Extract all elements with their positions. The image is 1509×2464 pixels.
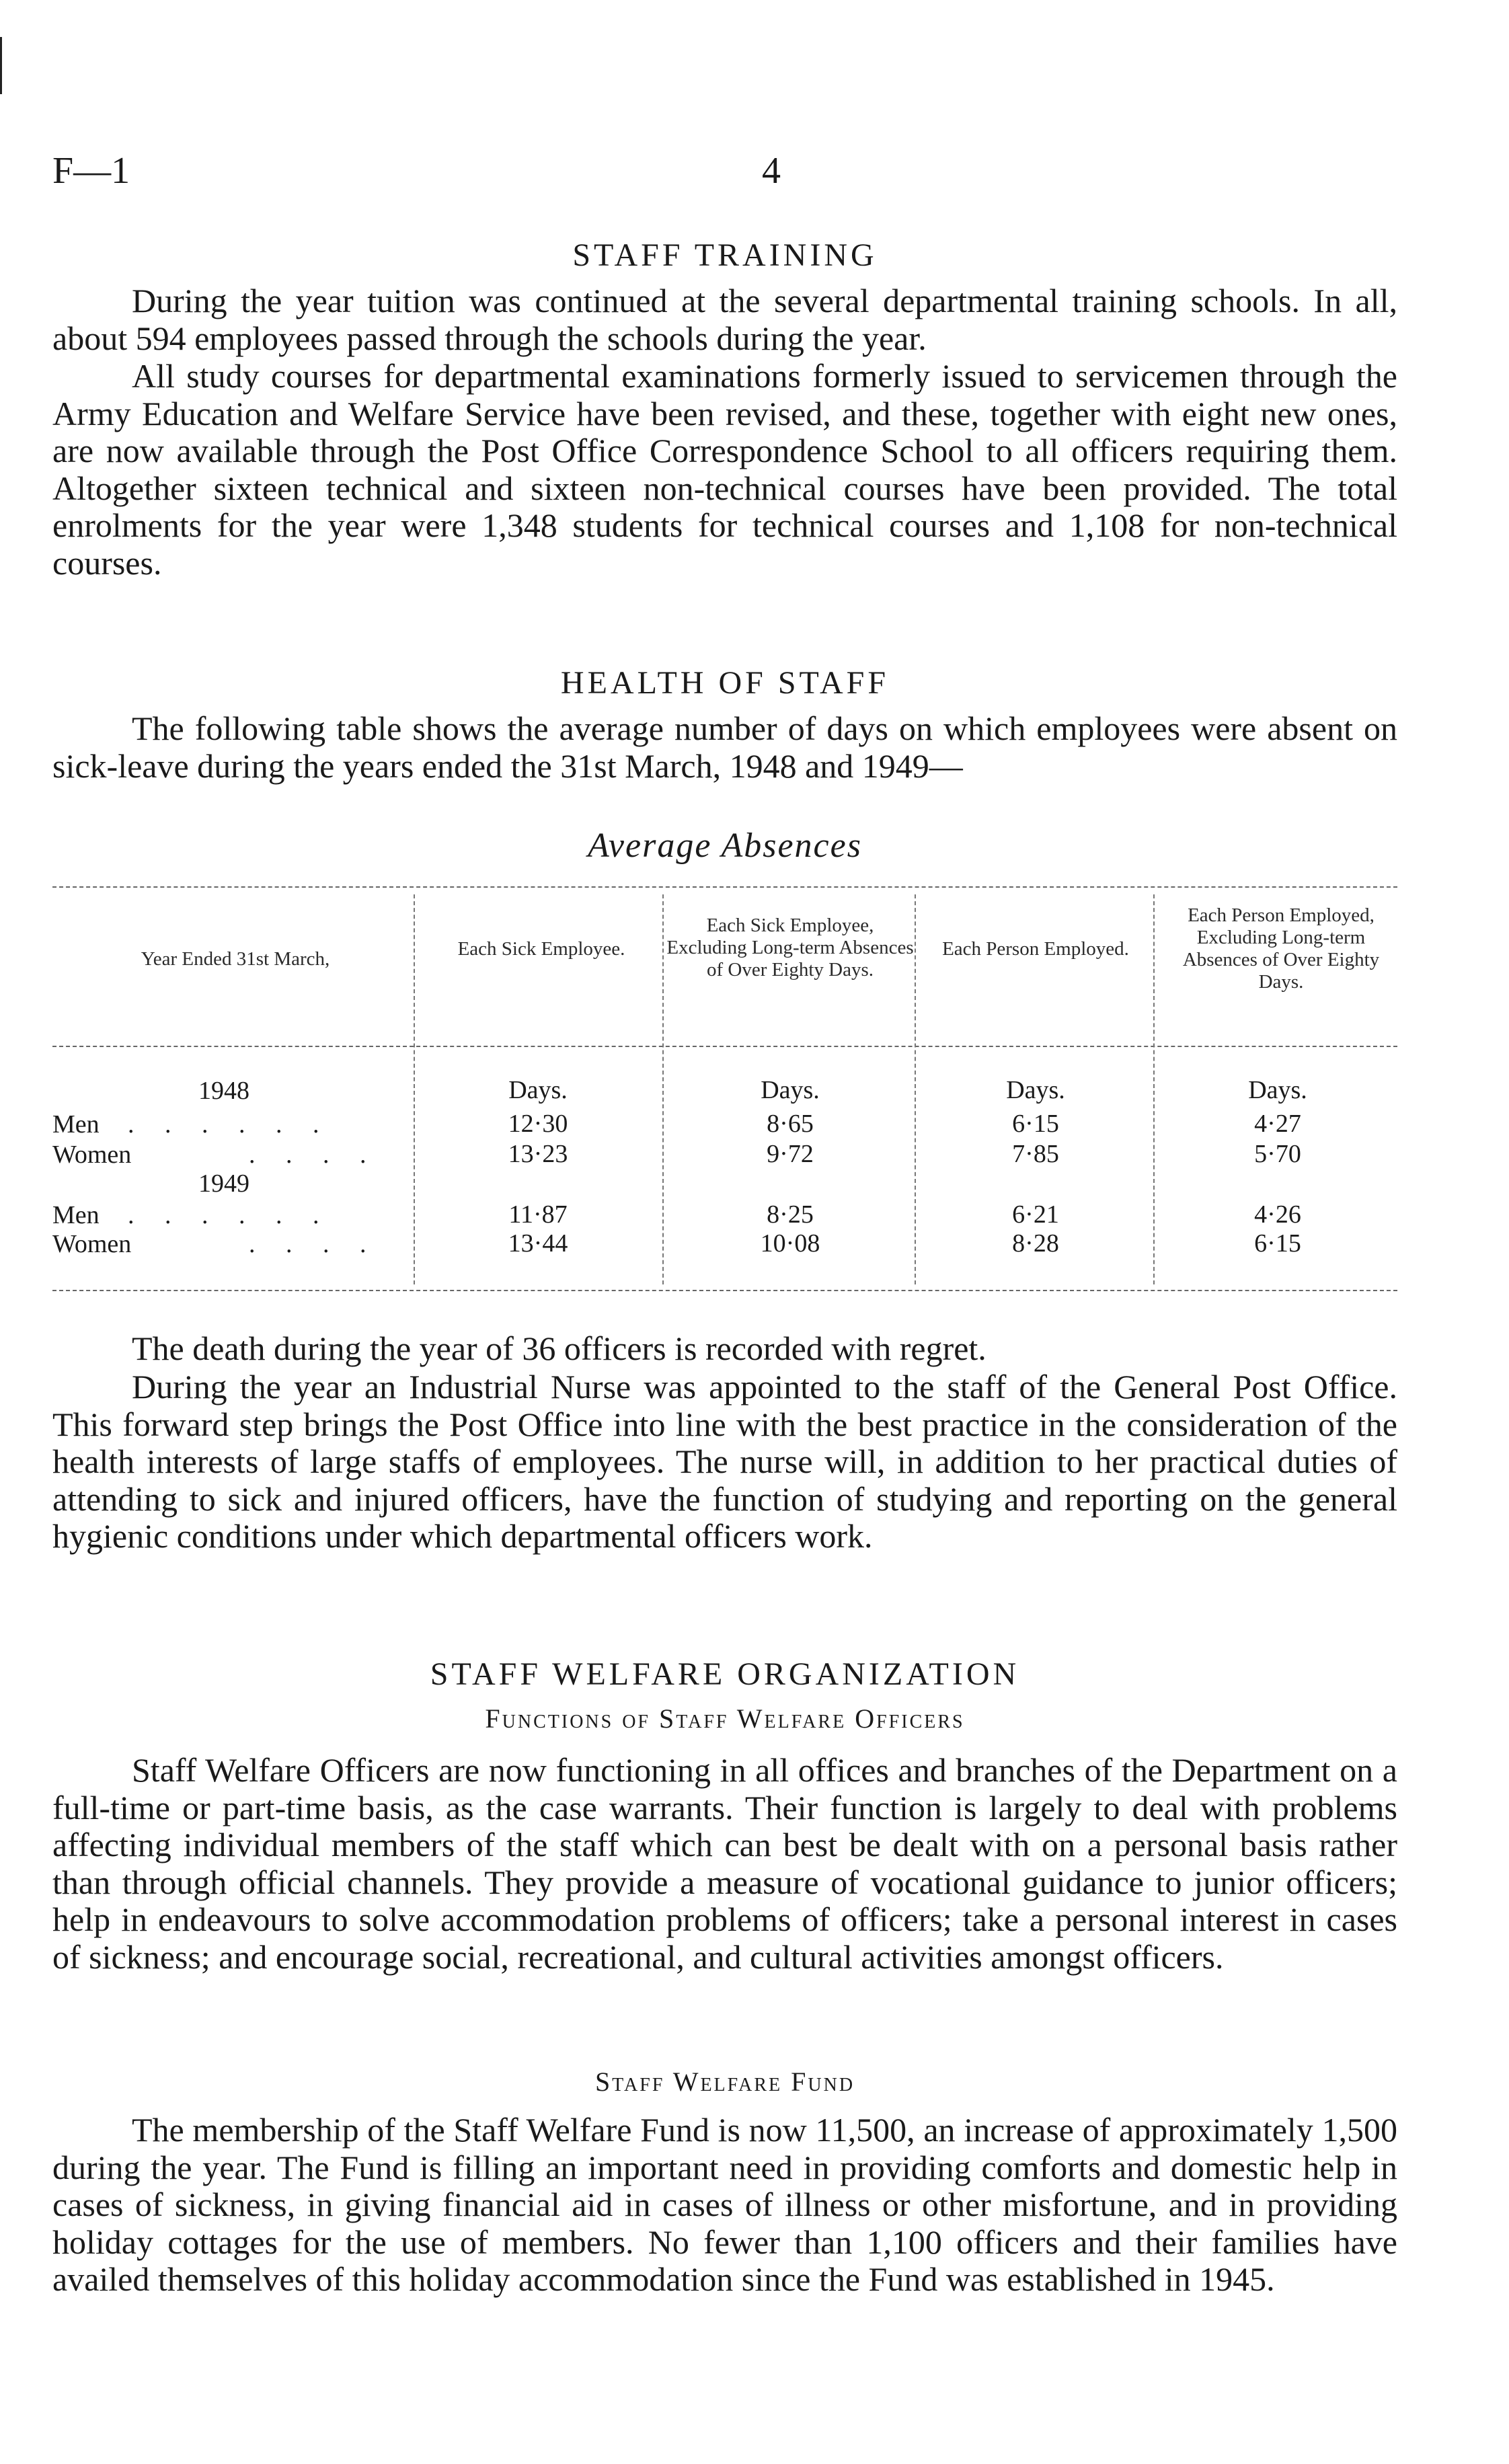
table-caption: Average Absences [588,826,862,865]
subheading-functions: Functions of Staff Welfare Officers [485,1703,965,1734]
row-label-men: Men [52,1110,100,1139]
health-paragraph-1: The death during the year of 36 officers is recorded with regret. [132,1330,986,1367]
column-header-each-person: Each Person Employed. [942,938,1129,960]
table-cell: 4·26 [1254,1200,1301,1229]
group-year-1949: 1949 [198,1169,249,1198]
leader-dots: . . . . [249,1141,379,1169]
table-cell: 5·70 [1254,1140,1301,1168]
row-label-men: Men [52,1201,100,1229]
column-divider [662,894,664,1284]
staff-training-paragraph-1: During the year tuition was continued at the several departmental training schools. In all, about 594 employees passed through the schools during the year. [52,282,1397,357]
staff-training-paragraph-2: All study courses for departmental examinations formerly issued to servicemen through the Army Education and Welfare Service have been revised, and these, together with eight new ones, are now available through the Post Office Correspondence School to all officers requiring them. Altogether sixteen technical and sixteen non-technical courses have been provided. The total enrolments for the year were 1,348 students for technical courses and 1,108 for non-technical courses. [52,357,1397,582]
table-cell: 12·30 [508,1110,568,1138]
page-header [52,149,1411,196]
unit-label: Days. [1006,1076,1065,1104]
subheading-welfare-fund: Staff Welfare Fund [594,2067,855,2097]
health-intro-paragraph: The following table shows the average number of days on which employees were absent on sick-leave during the years ended the 31st March, 1948 and 1949— [52,709,1397,785]
table-cell: 13·44 [508,1229,568,1258]
column-header-each-sick-employee: Each Sick Employee. [457,938,625,960]
section-title-health: HEALTH OF STAFF [560,665,890,701]
unit-label: Days. [508,1076,568,1104]
table-cell: 8·65 [767,1110,814,1138]
margin-mark [0,37,2,94]
table-cell: 11·87 [508,1200,568,1229]
table-cell: 4·27 [1254,1110,1301,1138]
row-label-women: Women [52,1141,132,1169]
column-divider [1153,894,1155,1284]
table-cell: 13·23 [508,1140,568,1168]
group-year-1948: 1948 [198,1077,249,1105]
column-header-year: Year Ended 31st March, [141,948,330,970]
table-cell: 6·15 [1012,1110,1059,1138]
table-cell: 9·72 [767,1140,814,1168]
table-cell: 6·15 [1254,1229,1301,1258]
table-header-rule [52,1046,1397,1047]
column-divider [915,894,916,1284]
leader-dots: . . . . . . [128,1201,332,1229]
unit-label: Days. [761,1076,820,1104]
table-cell: 7·85 [1012,1140,1059,1168]
row-label-women: Women [52,1230,132,1258]
table-bottom-rule [52,1290,1397,1291]
column-header-person-excluding-long-term: Each Person Employed, Excluding Long-term Absences of Over Eighty Days. [1182,904,1380,993]
page-number: 4 [762,150,781,192]
column-divider [414,894,415,1284]
table-cell: 6·21 [1012,1200,1059,1229]
table-cell: 8·28 [1012,1229,1059,1258]
table-cell: 8·25 [767,1200,814,1229]
health-paragraph-2: During the year an Industrial Nurse was appointed to the staff of the General Post Office. This forward step brings the Post Office into line with the best practice in the consideration of the health interests of large staffs of employees. The nurse will, in addition to her practical duties of attending to sick and injured officers, have the function of studying and reporting on the general hygienic conditions under which departmental officers work. [52,1368,1397,1555]
section-title-welfare: STAFF WELFARE ORGANIZATION [430,1656,1020,1692]
welfare-paragraph-1: Staff Welfare Officers are now functioning in all offices and branches of the Department on a full-time or part-time basis, as the case warrants. Their function is largely to deal with problems affecting individual members of the staff which can best be dealt with on a personal basis rather than through official channels. They provide a measure of vocational guidance to junior officers; help in endeavours to solve accommodation problems of officers; take a personal interest in cases of sickness; and encourage social, recreational, and cultural activities amongst officers. [52,1751,1397,1976]
table-cell: 10·08 [760,1229,820,1258]
section-title-staff-training: STAFF TRAINING [572,237,878,273]
document-code: F—1 [52,150,130,192]
column-header-sick-excluding-long-term: Each Sick Employee, Excluding Long-term Absences of Over Eighty Days. [666,915,914,980]
unit-label: Days. [1248,1076,1307,1104]
table-top-rule [52,886,1397,888]
leader-dots: . . . . . . [128,1110,332,1139]
welfare-paragraph-2: The membership of the Staff Welfare Fund is now 11,500, an increase of approximately 1,500 during the year. The Fund is filling an important need in providing comforts and domestic help in cases of sickness, in giving financial aid in cases of illness or other misfortune, and in providing holiday cottages for the use of members. No fewer than 1,100 officers and their families have availed themselves of this holiday accommodation since the Fund was established in 1945. [52,2111,1397,2298]
leader-dots: . . . . [249,1230,379,1258]
